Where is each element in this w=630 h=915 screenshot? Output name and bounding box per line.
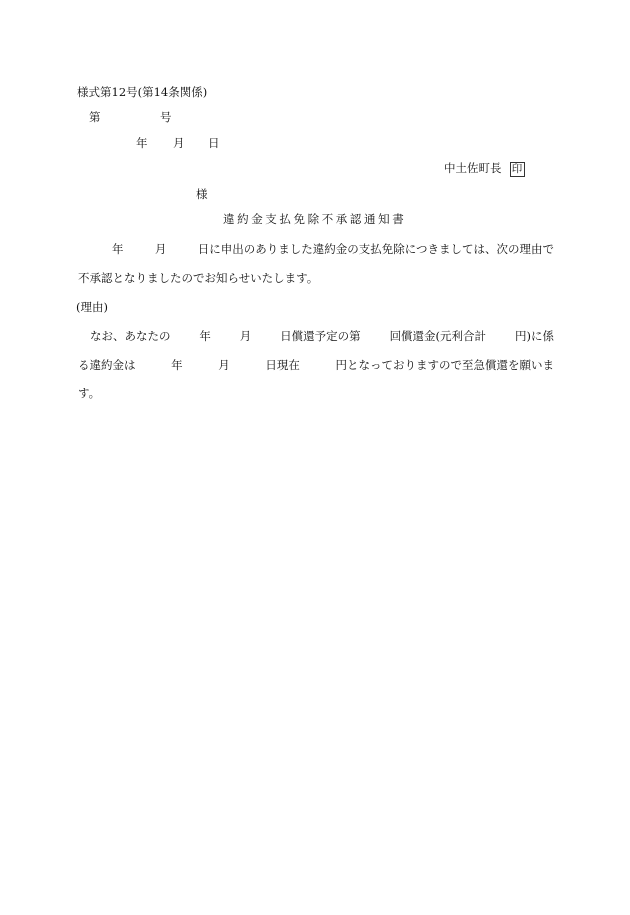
issuer-block [444,161,525,177]
date-year-label: 年 [136,136,148,150]
form-number-label: 様式第12号(第14条関係) [77,85,208,99]
notice-l2-seg4: 日現在 [265,358,300,372]
notice-l1-year: 年 [199,329,211,343]
date-day-label: 日 [208,136,220,150]
notice-l2-month: 月 [218,358,230,372]
body-line-2: 不承認となりましたのでお知らせいたします。 [78,271,319,285]
notice-line-3: す。 [78,386,101,400]
document-number-prefix: 第 [89,110,101,124]
body-year: 年 [112,242,124,256]
reason-label: (理由) [76,300,108,314]
issuer-name: 中土佐町長 [444,161,502,175]
seal-mark: 印 [510,162,525,177]
date-month-label: 月 [173,136,185,150]
notice-l1-seg4: 日償還予定の第 [280,329,361,343]
notice-line-1 [78,329,554,343]
document-title: 違約金支払免除不承認通知書 [223,212,407,226]
addressee-suffix: 様 [196,187,208,201]
notice-l2-seg5: 円となっておりますので至急償還を願いま [335,358,554,372]
notice-l1-month: 月 [239,329,252,343]
notice-l1-seg5: 回償還金(元利合計 [389,329,487,343]
notice-line-2 [78,358,554,372]
body-month: 月 [154,242,167,256]
notice-l1-seg1: なお、あなたの [90,329,171,343]
document-number-suffix: 号 [160,110,172,124]
notice-l2-seg1: る違約金は [78,358,136,372]
body-rest: 日に申出のありました違約金の支払免除につきましては、次の理由で [197,242,554,256]
notice-l1-seg6: 円)に係 [514,329,554,343]
notice-l2-year: 年 [171,358,183,372]
body-line-1 [78,242,554,256]
